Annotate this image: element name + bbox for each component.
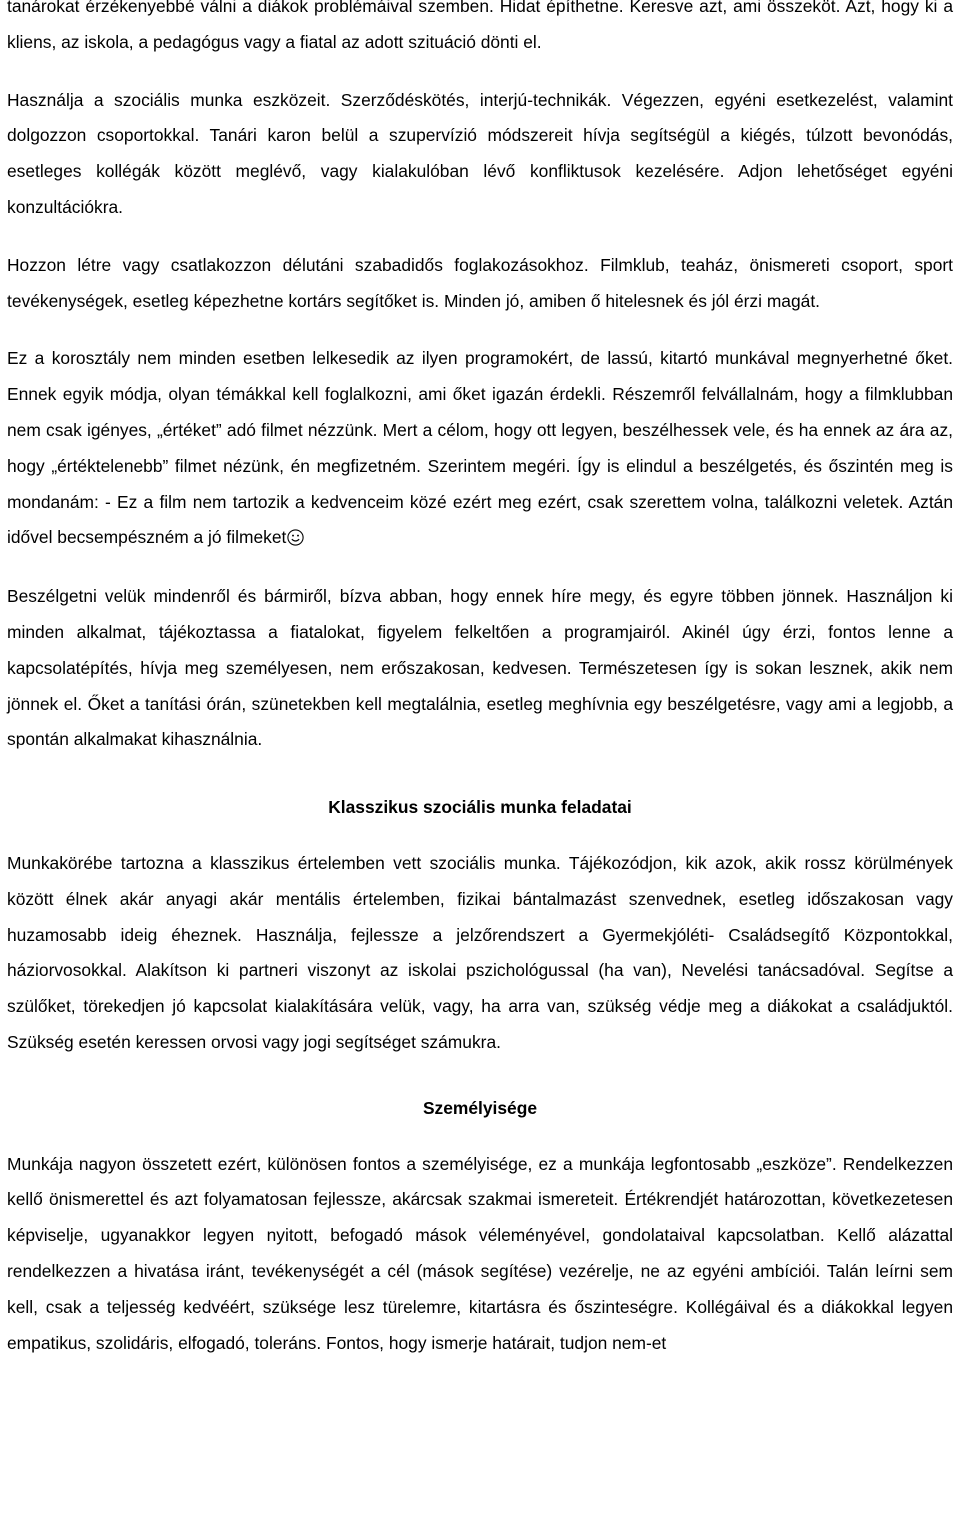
- document-page: [7, 0, 953, 1383]
- section-heading: Klasszikus szociális munka feladatai: [328, 797, 632, 818]
- smiley-face-icon: [287, 523, 304, 559]
- paragraph: Használja a szociális munka eszközeit. Szerződéskötés, interjú-technikák. Végezzen, egyéni esetkezelést, valamint dolgozzon csoportokkal. Tanári karon belül a szupervízió módszereit hívja segítségül a kiégés, túlzott bevonódás, esetleges kollégák között meglévő, vagy kialakulóban lévő konfliktusok kezelésére. Adjon lehetőséget egyéni konzultációkra.: [7, 89, 953, 217]
- section-heading: Személyisége: [422, 1097, 538, 1118]
- paragraph: Beszélgetni velük mindenről és bármiről, bízva abban, hogy ennek híre megy, és egyre többen jönnek. Használjon ki minden alkalmat, tájékoztassa a fiatalokat, figyelem felkeltően a programjairól. Akinél úgy érzi, fontos lenne a kapcsolatépítés, hívja meg személyesen, nem erőszakosan, kedvesen. Természetesen így is sokan lesznek, akik nem jönnek el. Őket a tanítási órán, szünetekben kell megtalálnia, esetleg meghívnia egy beszélgetésre, vagy ami a legjobb, a spontán alkalmakat kihasználnia.: [7, 586, 953, 750]
- paragraph: Munkakörébe tartozna a klasszikus értelemben vett szociális munka. Tájékozódjon, kik azok, akik rossz körülmények között élnek akár anyagi akár mentális értelemben, fizikai bántalmazást szenvednek, esetleg időszakosan vagy huzamosabb ideig éheznek. Használja, fejlessze a jelzőrendszert a Gyermekjóléti- Családsegítő Központokkal, háziorvosokkal. Alakítson ki partneri viszonyt az iskolai pszichológussal (ha van), Nevelési tanácsadóval. Segítse a szülőket, törekedjen jó kapcsolat kialakítására velük, vagy, ha arra van, szükség védje meg a diákokat a családjuktól. Szükség esetén keressen orvosi vagy jogi segítséget számukra.: [7, 852, 953, 1052]
- paragraph: tanárokat érzékenyebbé válni a diákok problémáival szemben. Hidat építhetne. Keresve azt, ami összeköt. Azt, hogy ki a kliens, az iskola, a pedagógus vagy a fiatal az adott szituáció dönti el.: [7, 0, 953, 52]
- paragraph-text: Ez a korosztály nem minden esetben lelkesedik az ilyen programokért, de lassú, kitartó munkával megnyerhetné őket. Ennek egyik módja, olyan témákkal kell foglalkozni, ami őket igazán érdekli. Részemről felvállalnám, hogy a filmklubban nem csak igényes, „értéket” adó filmet nézzünk. Mert a célom, hogy ott legyen, beszélhessek vele, és ha ennek az ára az, hogy „értéktelenebb” filmet nézünk, én megfizetném. Szerintem megéri. Így is elindul a beszélgetés, és őszintén meg is mondanám: - Ez a film nem tartozik a kedvenceim közé ezért meg ezért, csak szerettem volna, találkozni veletek. Aztán idővel becsempészném a jó filmeket: [7, 348, 953, 548]
- paragraph: [7, 341, 953, 559]
- paragraph: Hozzon létre vagy csatlakozzon délutáni szabadidős foglakozásokhoz. Filmklub, teaház, önismereti csoport, sport tevékenységek, esetleg képezhetne kortárs segítőket is. Minden jó, amiben ő hitelesnek és jól érzi magát.: [7, 254, 953, 311]
- paragraph: Munkája nagyon összetett ezért, különösen fontos a személyisége, ez a munkája legfontosabb „eszköze”. Rendelkezzen kellő önismerettel és azt folyamatosan fejlessze, akárcsak szakmai ismereteit. Értékrendjét határozottan, következetesen képviselje, ugyanakkor legyen nyitott, befogadó mások véleményével, gondolataival kapcsolatban. Kellő alázattal rendelkezzen a hivatása iránt, tevékenységét a cél (mások segítése) vezérelje, ne az egyéni ambíciói. Talán leírni sem kell, csak a teljesség kedvéért, szüksége lesz türelemre, kitartásra és őszinteségre. Kollégáival és a diákokkal legyen empatikus, szolidáris, elfogadó, toleráns. Fontos, hogy ismerje határait, tudjon nem-et: [7, 1153, 953, 1353]
